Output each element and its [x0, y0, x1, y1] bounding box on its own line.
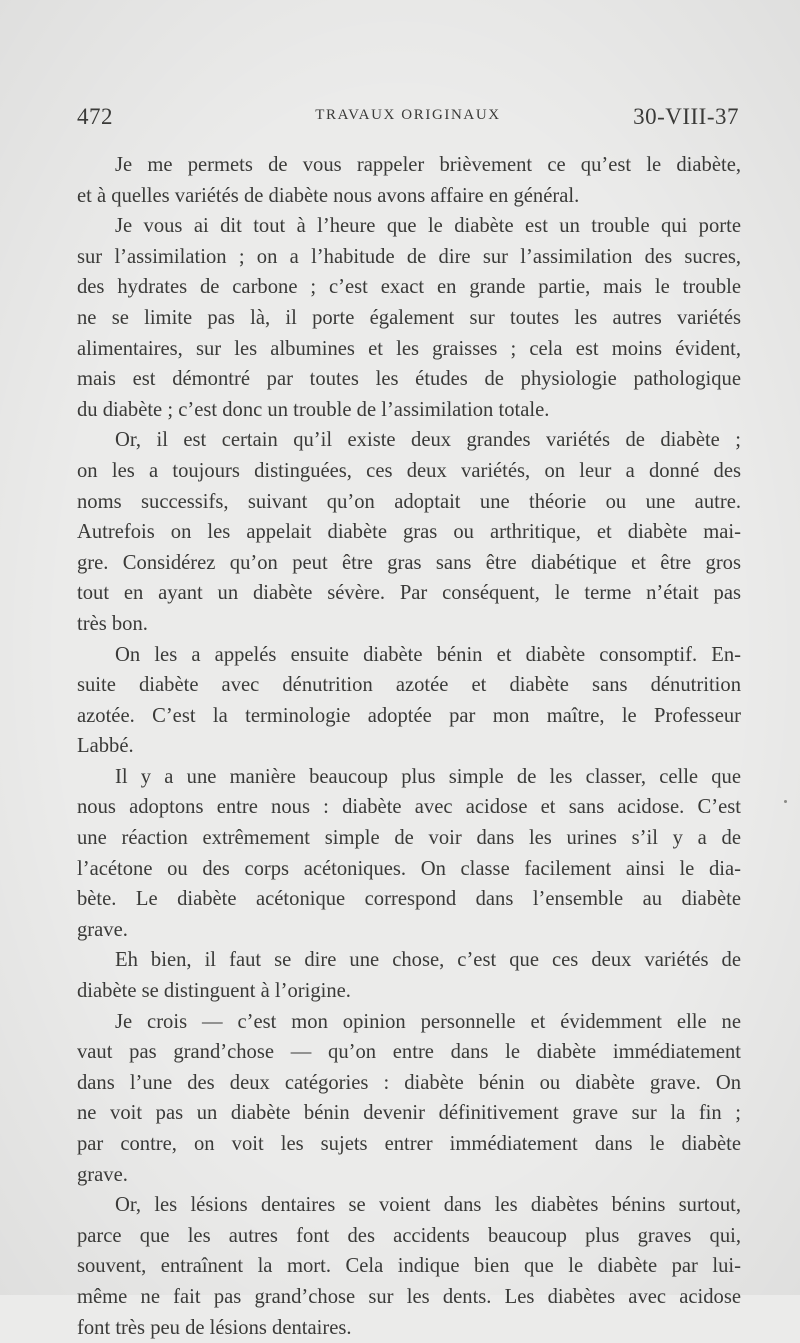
print-speck: [784, 800, 787, 803]
page-header: [77, 104, 739, 134]
header-date: 30-VIII-37: [633, 104, 739, 129]
text-line: sur l’assimilation ; on a l’habitude de dire sur l’assimilation des sucres,: [77, 245, 741, 268]
text-line: très bon.: [77, 612, 148, 635]
text-line: suite diabète avec dénutrition azotée et diabète sans dénutrition: [77, 674, 741, 697]
text-line: dans l’une des deux catégories : diabète bénin ou diabète grave. On: [77, 1071, 741, 1094]
paragraph: [77, 945, 741, 1006]
text-line: tout en ayant un diabète sévère. Par conséquent, le terme n’était pas: [77, 582, 741, 605]
text-line: par contre, on voit les sujets entrer immédiatement dans le diabète: [77, 1133, 741, 1155]
text-line: Je me permets de vous rappeler brièvement ce qu’est le diabète,: [115, 154, 741, 176]
text-line: et à quelles variétés de diabète nous avons affaire en général.: [77, 184, 580, 207]
text-line: du diabète ; c’est donc un trouble de l’assimilation totale.: [77, 398, 550, 421]
text-line: Labbé.: [77, 735, 134, 758]
paragraph: [77, 425, 741, 639]
text-line: Or, il est certain qu’il existe deux grandes variétés de diabète ;: [115, 429, 741, 452]
page-body: [77, 150, 741, 1343]
text-line: nous adoptons entre nous : diabète avec acidose et sans acidose. C’est: [77, 796, 741, 819]
text-line: ne se limite pas là, il porte également sur toutes les autres variétés: [77, 306, 741, 329]
paragraph: [77, 211, 741, 425]
text-line: Je crois — c’est mon opinion personnelle et évidemment elle ne: [115, 1010, 741, 1033]
text-line: gre. Considérez qu’on peut être gras sans être diabétique et être gros: [77, 551, 741, 574]
page-number: 472: [77, 104, 113, 129]
text-line: bète. Le diabète acétonique correspond dans l’ensemble au diabète: [77, 888, 741, 911]
paragraph: [77, 1190, 741, 1343]
paragraph: [77, 640, 741, 762]
text-line: on les a toujours distinguées, ces deux variétés, on leur a donné des: [77, 459, 741, 482]
text-line: Il y a une manière beaucoup plus simple de les classer, celle que: [115, 765, 741, 788]
text-line: même ne fait pas grand’chose sur les dents. Les diabètes avec acidose: [77, 1285, 741, 1308]
text-line: souvent, entraînent la mort. Cela indique bien que le diabète par lui-: [77, 1255, 741, 1278]
text-line: grave.: [77, 918, 128, 941]
text-line: Eh bien, il faut se dire une chose, c’est que ces deux variétés de: [115, 949, 741, 972]
text-line: vaut pas grand’chose — qu’on entre dans le diabète immédiatement: [77, 1041, 741, 1064]
text-line: noms successifs, suivant qu’on adoptait une théorie ou une autre.: [77, 490, 741, 513]
text-line: font très peu de lésions dentaires.: [77, 1316, 352, 1339]
text-line: une réaction extrêmement simple de voir dans les urines s’il y a de: [77, 827, 741, 850]
text-line: diabète se distinguent à l’origine.: [77, 980, 351, 1003]
text-line: grave.: [77, 1163, 128, 1186]
text-line: Autrefois on les appelait diabète gras ou arthritique, et diabète mai-: [77, 521, 741, 544]
text-line: parce que les autres font des accidents beaucoup plus graves qui,: [77, 1224, 741, 1247]
text-line: Je vous ai dit tout à l’heure que le diabète est un trouble qui porte: [115, 215, 741, 238]
text-line: alimentaires, sur les albumines et les graisses ; cela est moins évident,: [77, 337, 741, 360]
text-line: Or, les lésions dentaires se voient dans les diabètes bénins surtout,: [115, 1194, 741, 1217]
text-line: mais est démontré par toutes les études de physiologie pathologique: [77, 368, 741, 391]
text-line: azotée. C’est la terminologie adoptée par mon maître, le Professeur: [77, 704, 741, 727]
text-line: des hydrates de carbone ; c’est exact en grande partie, mais le trouble: [77, 276, 741, 299]
paragraph: [77, 762, 741, 946]
text-line: On les a appelés ensuite diabète bénin et diabète consomptif. En-: [115, 643, 741, 666]
text-line: l’acétone ou des corps acétoniques. On classe facilement ainsi le dia-: [77, 857, 741, 880]
running-head: TRAVAUX ORIGINAUX: [315, 107, 501, 123]
paragraph: [77, 150, 741, 211]
paragraph: [77, 1007, 741, 1191]
text-line: ne voit pas un diabète bénin devenir définitivement grave sur la fin ;: [77, 1102, 741, 1125]
